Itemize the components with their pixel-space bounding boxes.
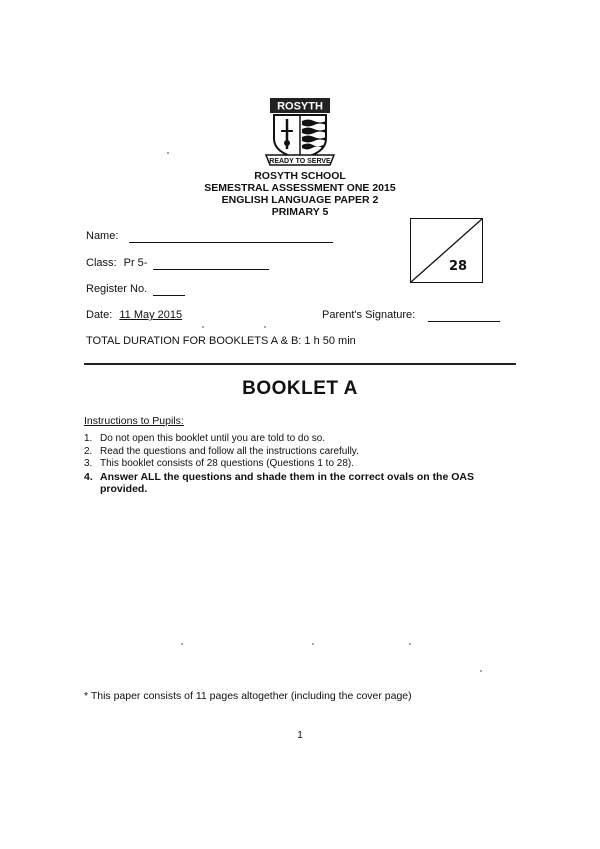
date-field [86,308,182,322]
scan-speck [167,152,169,154]
crest-banner-text: ROSYTH [277,100,323,113]
instruction-number: 1. [84,433,93,444]
scan-speck [480,670,482,672]
score-diagonal [411,219,482,282]
scan-speck [202,326,204,328]
register-field [86,282,185,296]
school-name: ROSYTH SCHOOL [254,170,346,182]
parent-signature-field [322,308,500,322]
parent-signature-label: Parent's Signature: [322,309,416,321]
paper-title: ENGLISH LANGUAGE PAPER 2 [221,194,379,206]
class-blank[interactable] [153,258,269,270]
instruction-text: Do not open this booklet until you are told to do so. [100,433,326,444]
school-crest-logo [264,97,336,167]
assessment-title: SEMESTRAL ASSESSMENT ONE 2015 [204,182,396,194]
register-label: Register No. [86,283,148,295]
class-value: Pr 5- [123,257,148,269]
scan-speck [181,643,183,645]
class-field [86,256,269,270]
total-duration: TOTAL DURATION FOR BOOKLETS A & B: 1 h 50 min [86,335,356,347]
name-blank[interactable] [129,231,333,243]
name-field [86,229,333,243]
instructions-list [84,433,524,496]
instruction-item [84,446,524,459]
instruction-number: 4. [84,470,93,483]
instruction-item [84,433,524,446]
score-box [410,218,483,283]
level-title: PRIMARY 5 [271,206,329,218]
instruction-text: This booklet consists of 28 questions (Questions 1 to 28). [100,458,355,469]
section-divider [84,363,516,365]
class-label: Class: [86,257,117,269]
scan-speck [409,643,411,645]
score-max-value: 28 [449,259,468,274]
instruction-text: Answer ALL the questions and shade them in the correct ovals on the OAS provided. [100,470,474,495]
instruction-number: 3. [84,458,93,469]
instruction-item [84,458,524,471]
scan-speck [312,643,314,645]
date-value: 11 May 2015 [119,309,183,321]
instruction-text: Read the questions and follow all the instructions carefully. [100,445,359,457]
register-blank[interactable] [153,284,185,296]
page-count-note: * This paper consists of 11 pages altogether (including the cover page) [84,690,412,702]
booklet-title: BOOKLET A [242,378,358,399]
instruction-number: 2. [84,445,93,457]
page-number: 1 [297,730,303,741]
scan-speck [264,326,266,328]
instructions-heading: Instructions to Pupils: [84,415,184,427]
name-label: Name: [86,230,119,242]
date-label: Date: [86,309,113,321]
parent-signature-blank[interactable] [428,310,500,322]
instruction-item [84,471,524,496]
crest-motto: READY TO SERVE [269,158,331,165]
crest-icon [264,97,336,167]
